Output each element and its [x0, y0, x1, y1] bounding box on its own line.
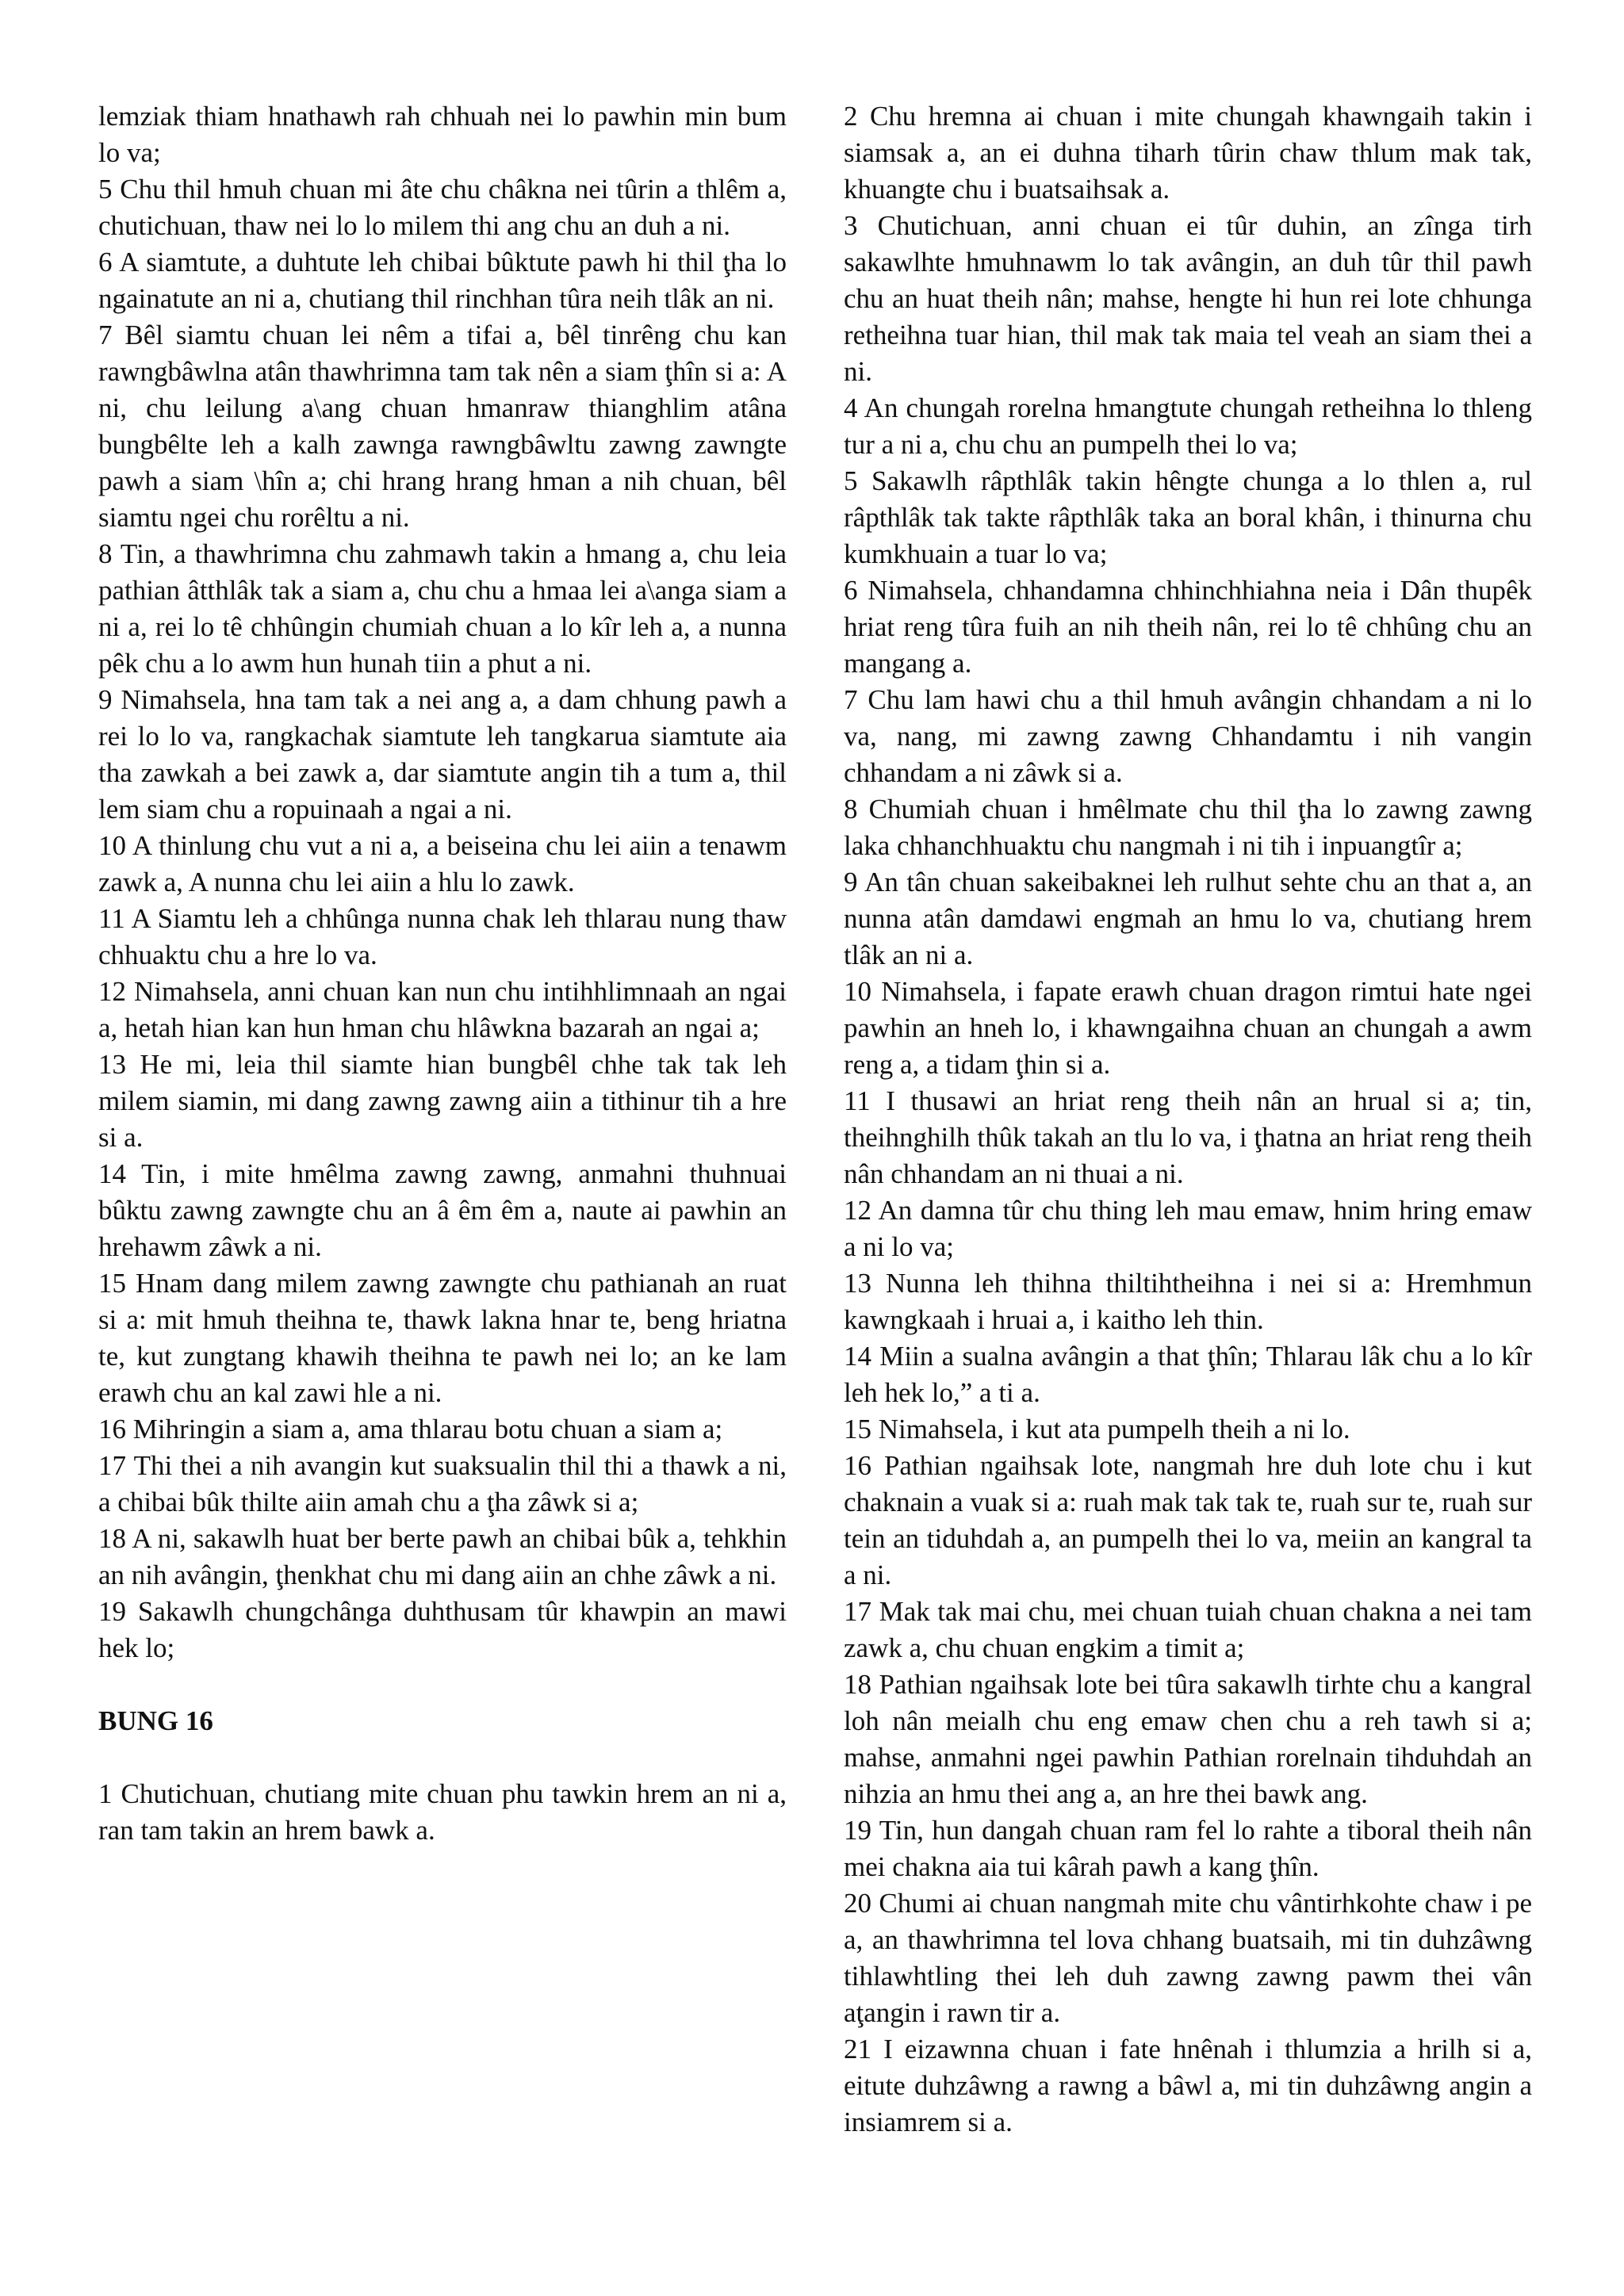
verse-paragraph: 9 Nimahsela, hna tam tak a nei ang a, a dam chhung pawh a rei lo lo va, rangkachak siamtute leh tangkarua siamtute aia tha zawkah a bei zawk a, dar siamtute angin tih a tum a, thil lem siam chu a ropuinaah a ngai a ni. [98, 684, 787, 825]
verse-paragraph: 14 Tin, i mite hmêlma zawng zawng, anmahni thuhnuai bûktu zawng zawngte chu an â êm êm a, naute ai pawhin an hrehawm zâwk a ni. [98, 1158, 787, 1262]
verse-paragraph: 15 Nimahsela, i kut ata pumpelh theih a ni lo. [844, 1414, 1350, 1445]
verse-paragraph: 13 Nunna leh thihna thiltihtheihna i nei si a: Hremhmun kawngkaah i hruai a, i kaitho leh thin. [844, 1268, 1532, 1335]
verse-paragraph: 6 A siamtute, a duhtute leh chibai bûktute pawh hi thil ţha lo ngainatute an ni a, chutiang thil rinchhan tûra neih tlâk an ni. [98, 247, 787, 314]
verse-paragraph: 5 Chu thil hmuh chuan mi âte chu châkna nei tûrin a thlêm a, chutichuan, thaw nei lo lo milem thi ang chu an duh a ni. [98, 174, 787, 241]
verse-paragraph: lemziak thiam hnathawh rah chhuah nei lo pawhin min bum lo va; [98, 101, 787, 168]
verse-paragraph: 14 Miin a sualna avângin a that ţhîn; Thlarau lâk chu a lo kîr leh hek lo,” a ti a. [844, 1341, 1532, 1408]
verse-paragraph: 18 A ni, sakawlh huat ber berte pawh an chibai bûk a, tehkhin an nih avângin, ţhenkhat chu mi dang aiin an chhe zâwk a ni. [98, 1523, 787, 1590]
verse-paragraph: 8 Chumiah chuan i hmêlmate chu thil ţha lo zawng zawng laka chhanchhuaktu chu nangmah i ni tih i inpuangtîr a; [844, 794, 1532, 861]
verse-paragraph: 17 Mak tak mai chu, mei chuan tuiah chuan chakna a nei tam zawk a, chu chuan engkim a timit a; [844, 1596, 1532, 1663]
verse-paragraph: 10 Nimahsela, i fapate erawh chuan dragon rimtui hate ngei pawhin an hneh lo, i khawngaihna chuan an chungah a awm reng a, a tidam ţhin si a. [844, 976, 1532, 1080]
verse-paragraph: 16 Pathian ngaihsak lote, nangmah hre duh lote chu i kut chaknain a vuak si a: ruah mak tak tak te, ruah sur te, ruah sur tein an tiduhdah a, an pumpelh thei lo va, meiin an kangral ta a ni. [844, 1450, 1532, 1590]
left-column [98, 98, 787, 1849]
chapter-heading: BUNG 16 [98, 1705, 213, 1736]
verse-paragraph: 2 Chu hremna ai chuan i mite chungah khawngaih takin i siamsak a, an ei duhna tiharh tûrin chaw thlum mak tak, khuangte chu i buatsaihsak a. [844, 101, 1532, 205]
verse-paragraph: 16 Mihringin a siam a, ama thlarau botu chuan a siam a; [98, 1414, 723, 1445]
verse-paragraph: 18 Pathian ngaihsak lote bei tûra sakawlh tirhte chu a kangral loh nân meialh chu eng emaw chen chu a reh tawh si a; mahse, anmahni ngei pawhin Pathian rorelnain tihduhdah an nihzia an hmu thei ang a, an hre thei bawk ang. [844, 1669, 1532, 1809]
verse-paragraph: 10 A thinlung chu vut a ni a, a beiseina chu lei aiin a tenawm zawk a, A nunna chu lei aiin a hlu lo zawk. [98, 830, 787, 897]
verse-paragraph: 4 An chungah rorelna hmangtute chungah retheihna lo thleng tur a ni a, chu chu an pumpelh thei lo va; [844, 392, 1532, 460]
verse-paragraph: 1 Chutichuan, chutiang mite chuan phu tawkin hrem an ni a, ran tam takin an hrem bawk a. [98, 1778, 787, 1846]
verse-paragraph: 8 Tin, a thawhrimna chu zahmawh takin a hmang a, chu leia pathian âtthlâk tak a siam a, chu chu a hmaa lei a\anga siam a ni a, rei lo tê chhûngin chumiah chuan a lo kîr leh a, a nunna pêk chu a lo awm hun hunah tiin a phut a ni. [98, 538, 787, 679]
verse-paragraph: 21 I eizawnna chuan i fate hnênah i thlumzia a hrilh si a, eitute duhzâwng a rawng a bâwl a, mi tin duhzâwng angin a insiamrem si a. [844, 2034, 1532, 2137]
verse-paragraph: 19 Tin, hun dangah chuan ram fel lo rahte a tiboral theih nân mei chakna aia tui kârah pawh a kang ţhîn. [844, 1815, 1532, 1882]
right-column [844, 98, 1532, 2141]
verse-paragraph: 11 I thusawi an hriat reng theih nân an hrual si a; tin, theihnghilh thûk takah an tlu lo va, i ţhatna an hriat reng theih nân chhandam an ni thuai a ni. [844, 1085, 1532, 1189]
verse-paragraph: 20 Chumi ai chuan nangmah mite chu vântirhkohte chaw i pe a, an thawhrimna tel lova chhang buatsaih, mi tin duhzâwng tihlawhtling thei leh duh zawng zawng pawm thei vân aţangin i rawn tir a. [844, 1888, 1532, 2028]
verse-paragraph: 9 An tân chuan sakeibaknei leh rulhut sehte chu an that a, an nunna atân damdawi engmah an hmu lo va, chutiang hrem tlâk an ni a. [844, 867, 1532, 970]
verse-paragraph: 7 Chu lam hawi chu a thil hmuh avângin chhandam a ni lo va, nang, mi zawng zawng Chhandamtu i nih vangin chhandam a ni zâwk si a. [844, 684, 1532, 788]
verse-paragraph: 6 Nimahsela, chhandamna chhinchhiahna neia i Dân thupêk hriat reng tûra fuih an nih theih nân, rei lo tê chhûng chu an mangang a. [844, 575, 1532, 679]
verse-paragraph: 12 Nimahsela, anni chuan kan nun chu intihhlimnaah an ngai a, hetah hian kan hun hman chu hlâwkna bazarah an ngai a; [98, 976, 787, 1043]
verse-paragraph: 12 An damna tûr chu thing leh mau emaw, hnim hring emaw a ni lo va; [844, 1195, 1532, 1262]
verse-paragraph: 13 He mi, leia thil siamte hian bungbêl chhe tak tak leh milem siamin, mi dang zawng zawng aiin a tithinur tih a hre si a. [98, 1049, 787, 1153]
verse-paragraph: 19 Sakawlh chungchânga duhthusam tûr khawpin an mawi hek lo; [98, 1596, 787, 1663]
verse-paragraph: 7 Bêl siamtu chuan lei nêm a tifai a, bêl tinrêng chu kan rawngbâwlna atân thawhrimna tam tak nên a siam ţhîn si a: A ni, chu leilung a\ang chuan hmanraw thianghlim atâna bungbêlte leh a kalh zawnga rawngbâwltu zawng zawngte pawh a siam \hîn a; chi hrang hrang hman a nih chuan, bêl siamtu ngei chu rorêltu a ni. [98, 320, 787, 533]
verse-paragraph: 15 Hnam dang milem zawng zawngte chu pathianah an ruat si a: mit hmuh theihna te, thawk lakna hnar te, beng hriatna te, kut zungtang khawih theihna te pawh nei lo; an ke lam erawh chu an kal zawi hle a ni. [98, 1268, 787, 1408]
verse-paragraph: 5 Sakawlh râpthlâk takin hêngte chunga a lo thlen a, rul râpthlâk tak takte râpthlâk taka an boral khân, i thinurna chu kumkhuain a tuar lo va; [844, 465, 1532, 569]
verse-paragraph: 17 Thi thei a nih avangin kut suaksualin thil thi a thawk a ni, a chibai bûk thilte aiin amah chu a ţha zâwk si a; [98, 1450, 787, 1517]
verse-paragraph: 11 A Siamtu leh a chhûnga nunna chak leh thlarau nung thaw chhuaktu chu a hre lo va. [98, 903, 787, 970]
verse-paragraph: 3 Chutichuan, anni chuan ei tûr duhin, an zînga tirh sakawlhte hmuhnawm lo tak avângin, an duh tûr thil pawh chu an huat theih nân; mahse, hengte hi hun rei lote chhunga retheihna tuar hian, thil mak tak maia tel veah an siam thei a ni. [844, 210, 1532, 387]
